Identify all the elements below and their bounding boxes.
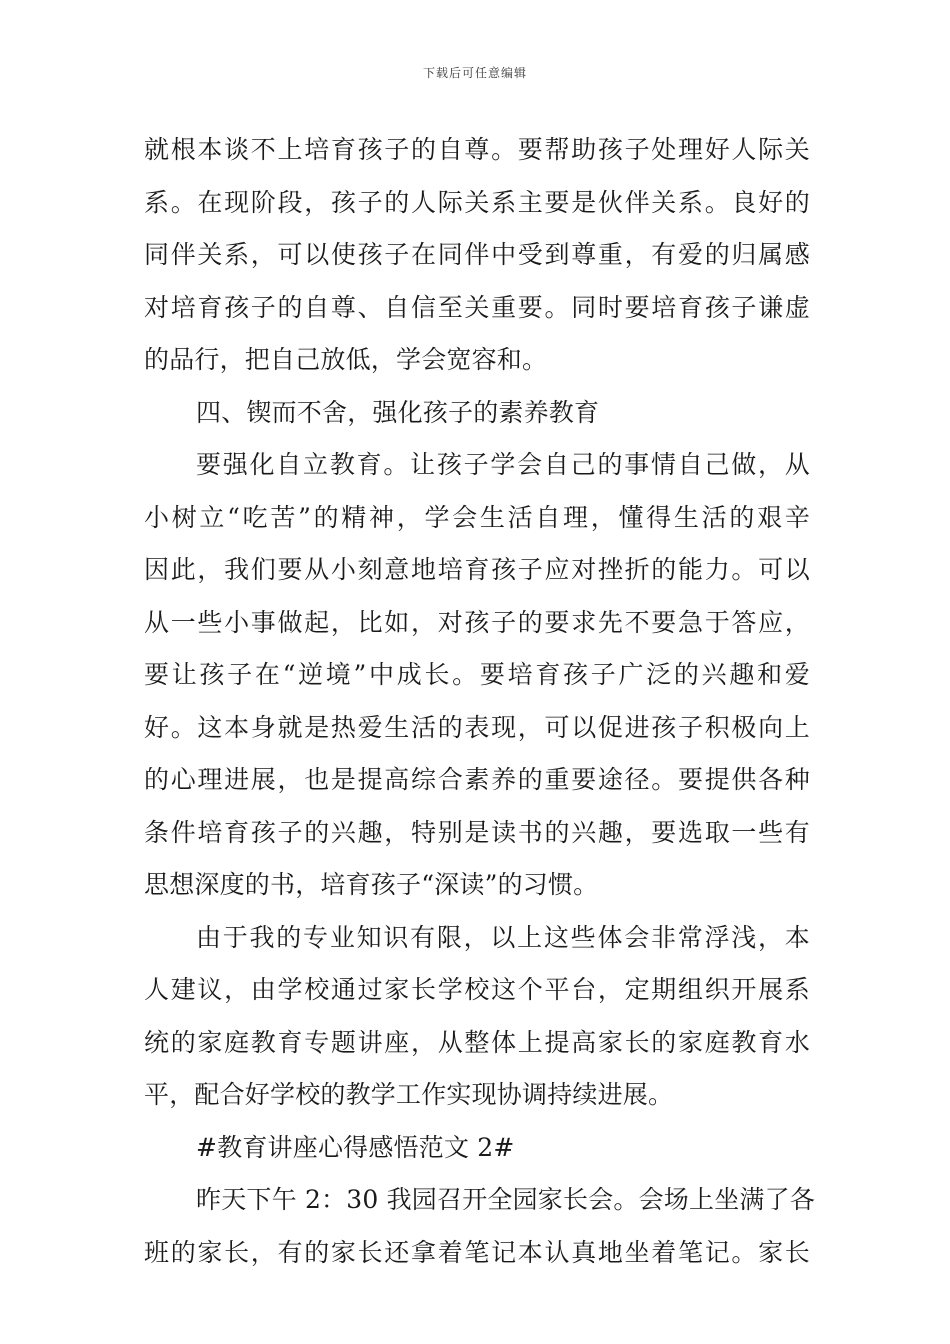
text-line: 的品行，把自己放低，学会宽容和。: [144, 345, 548, 374]
document-body: [144, 124, 816, 1279]
text-line: 统的家庭教育专题讲座，从整体上提高家长的家庭教育水: [144, 1027, 810, 1057]
text-line: 要强化自立教育。让孩子学会自己的事情自己做，从: [196, 450, 810, 479]
section-heading: #教育讲座心得感悟范文 2#: [196, 1132, 515, 1162]
text-line: 条件培育孩子的兴趣，特别是读书的兴趣，要选取一些有: [144, 817, 810, 847]
text-line: 人建议，由学校通过家长学校这个平台，定期组织开展系: [144, 975, 810, 1004]
text-line: 小树立“吃苦”的精神，学会生活自理，懂得生活的艰辛: [144, 502, 810, 532]
text-line: 思想深度的书，培育孩子“深读”的习惯。: [144, 870, 599, 899]
text-line: 好。这本身就是热爱生活的表现，可以促进孩子积极向上: [144, 712, 810, 742]
text-line: 因此，我们要从小刻意地培育孩子应对挫折的能力。可以: [144, 555, 810, 584]
text-line: 昨天下午 2：30 我园召开全园家长会。会场上坐满了各: [196, 1185, 816, 1214]
text-line: 同伴关系，可以使孩子在同伴中受到尊重，有爱的归属感: [144, 240, 810, 269]
text-line: 对培育孩子的自尊、自信至关重要。同时要培育孩子谦虚: [144, 292, 810, 322]
text-line: 班的家长，有的家长还拿着笔记本认真地坐着笔记。家长: [144, 1237, 810, 1267]
text-line: 就根本谈不上培育孩子的自尊。要帮助孩子处理好人际关: [144, 135, 810, 164]
text-line: 从一些小事做起，比如，对孩子的要求先不要急于答应，: [144, 607, 810, 637]
text-line: 要让孩子在“逆境”中成长。要培育孩子广泛的兴趣和爱: [144, 660, 810, 689]
text-line: 的心理进展，也是提高综合素养的重要途径。要提供各种: [144, 765, 810, 794]
text-line: 系。在现阶段，孩子的人际关系主要是伙伴关系。良好的: [144, 187, 810, 217]
section-heading: 四、锲而不舍，强化孩子的素养教育: [196, 397, 600, 427]
text-line: 由于我的专业知识有限，以上这些体会非常浮浅，本: [196, 922, 810, 952]
text-line: 平，配合好学校的教学工作实现协调持续进展。: [144, 1080, 674, 1109]
page-header: 下载后可任意编辑: [422, 66, 527, 80]
